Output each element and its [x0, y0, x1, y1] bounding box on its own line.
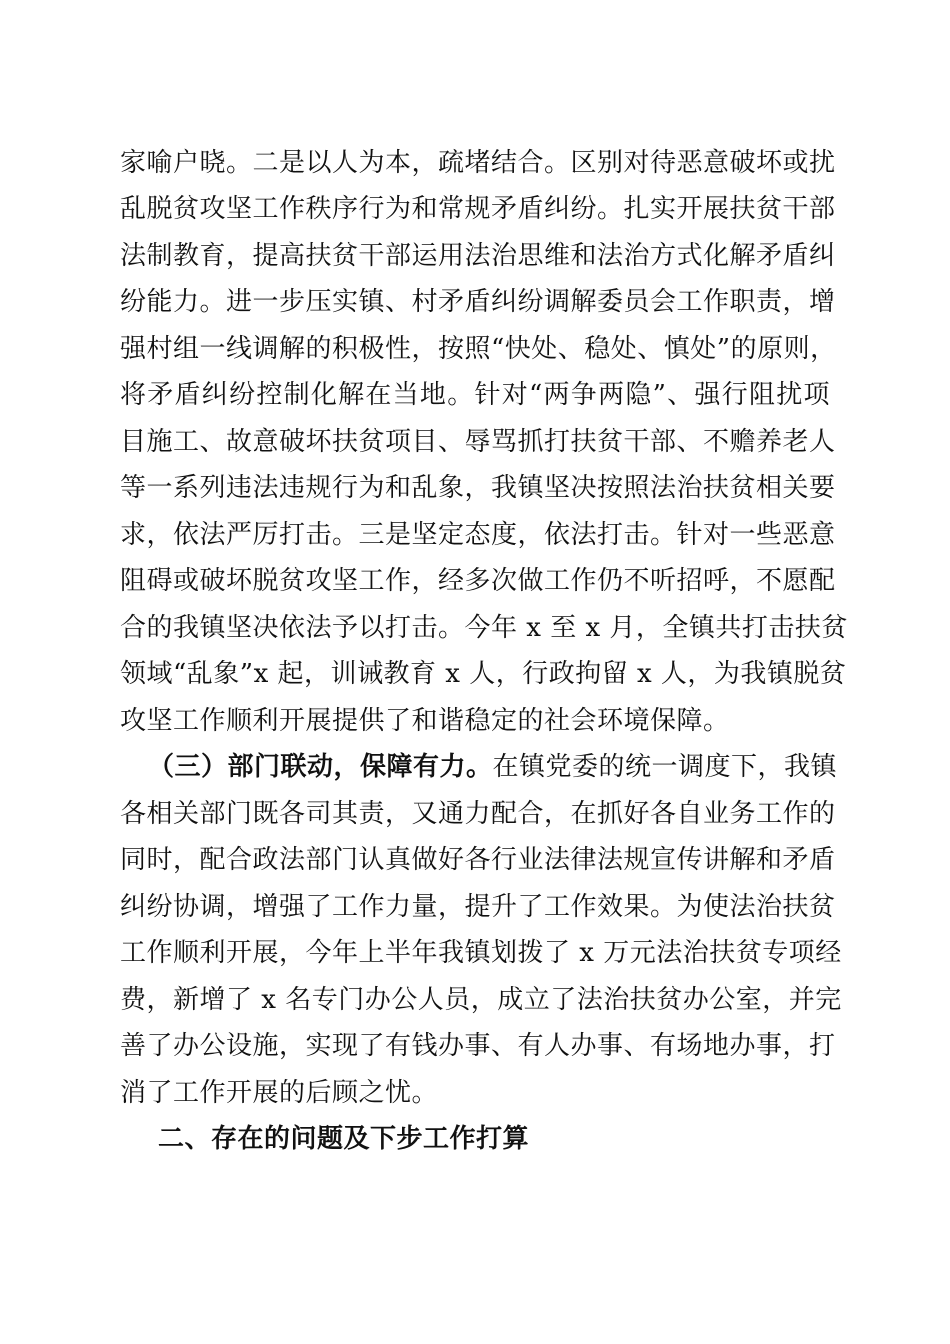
paragraph-line: 善了办公设施，实现了有钱办事、有人办事、有场地办事，打 [120, 1031, 836, 1061]
paragraph-line: 目施工、故意破坏扶贫项目、辱骂抓打扶贫干部、不赡养老人 [120, 427, 836, 457]
paragraph-first-line [148, 744, 838, 790]
paragraph-line: 求，依法严厉打击。三是坚定态度，依法打击。针对一些恶意 [120, 520, 836, 550]
paragraph-line: 领域“乱象”x 起，训诫教育 x 人，行政拘留 x 人，为我镇脱贫 [120, 659, 847, 689]
paragraph-line: 强村组一线调解的积极性，按照“快处、稳处、慎处”的原则， [120, 334, 837, 364]
paragraph-line: 纷能力。进一步压实镇、村矛盾纠纷调解委员会工作职责，增 [120, 287, 836, 317]
paragraph-line: 乱脱贫攻坚工作秩序行为和常规矛盾纠纷。扎实开展扶贫干部 [120, 194, 836, 224]
paragraph-line: 各相关部门既各司其责，又通力配合，在抓好各自业务工作的 [120, 799, 836, 829]
paragraph-line: 费，新增了 x 名专门办公人员，成立了法治扶贫办公室，并完 [120, 985, 842, 1015]
section-heading: 二、存在的问题及下步工作打算 [158, 1124, 530, 1154]
subheading: （三）部门联动，保障有力。 [148, 752, 493, 782]
paragraph-line: 合的我镇坚决依法予以打击。今年 x 至 x 月，全镇共打击扶贫 [120, 613, 848, 643]
paragraph-line: 将矛盾纠纷控制化解在当地。针对“两争两隐”、强行阻扰项 [120, 380, 830, 410]
paragraph-text: 在镇党委的统一调度下，我镇 [492, 752, 838, 782]
paragraph-line: 消了工作开展的后顾之忧。 [120, 1078, 439, 1108]
paragraph-line: 工作顺利开展，今年上半年我镇划拨了 x 万元法治扶贫专项经 [120, 938, 842, 968]
paragraph-line: 攻坚工作顺利开展提供了和谐稳定的社会环境保障。 [120, 706, 730, 736]
paragraph-line: 法制教育，提高扶贫干部运用法治思维和法治方式化解矛盾纠 [120, 241, 836, 271]
paragraph-line: 纠纷协调，增强了工作力量，提升了工作效果。为使法治扶贫 [120, 892, 836, 922]
paragraph-line: 等一系列违法违规行为和乱象，我镇坚决按照法治扶贫相关要 [120, 473, 836, 503]
paragraph-line: 家喻户晓。二是以人为本，疏堵结合。区别对待恶意破坏或扰 [120, 148, 836, 178]
paragraph-line: 同时，配合政法部门认真做好各行业法律法规宣传讲解和矛盾 [120, 845, 836, 875]
paragraph-line: 阻碍或破坏脱贫攻坚工作，经多次做工作仍不听招呼，不愿配 [120, 566, 836, 596]
